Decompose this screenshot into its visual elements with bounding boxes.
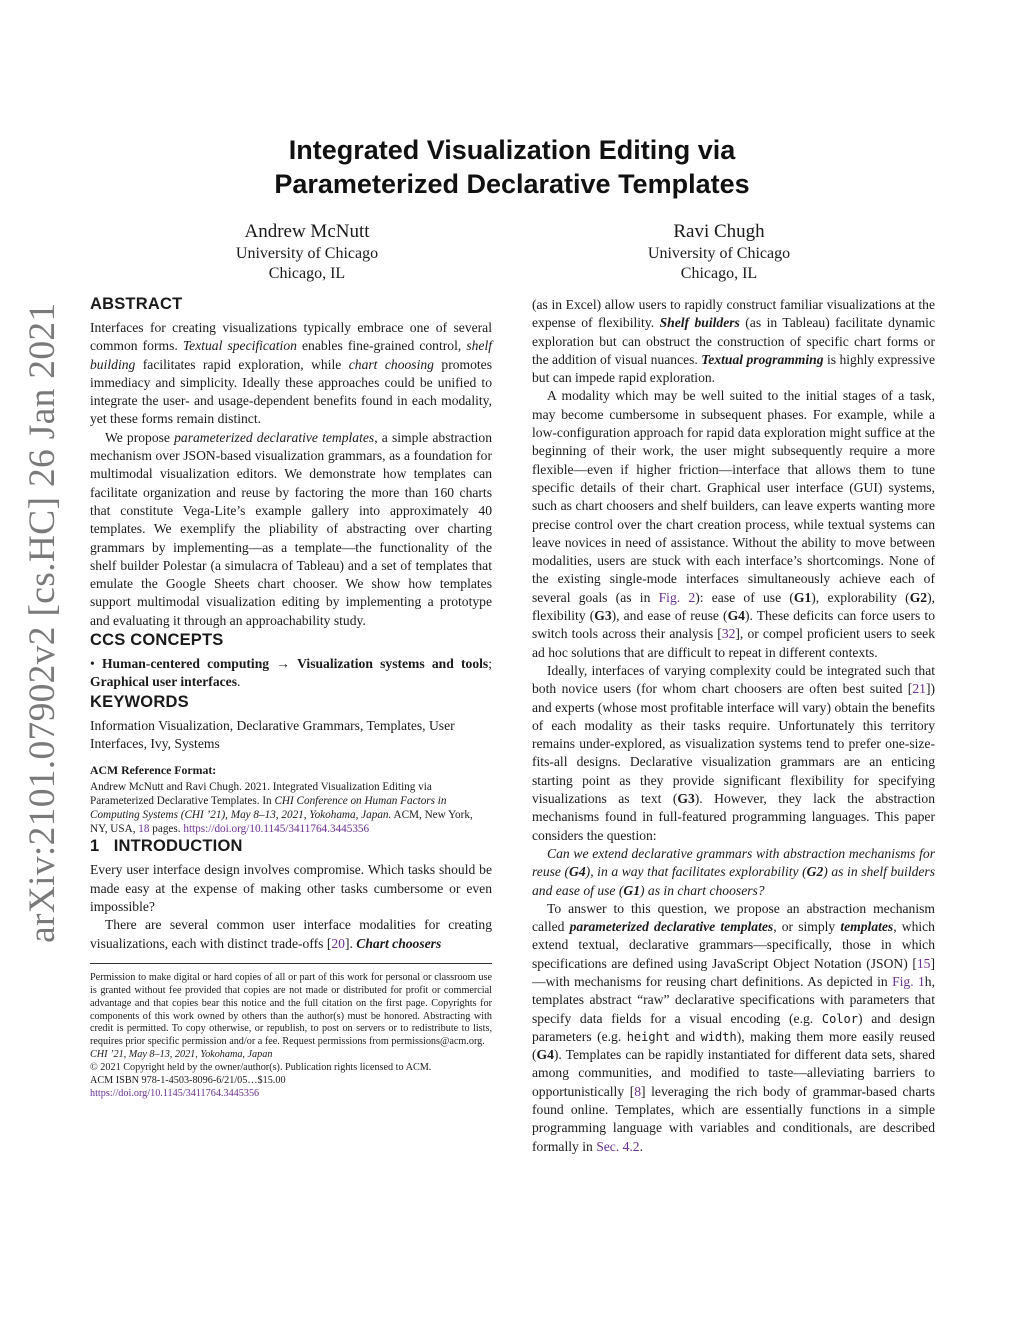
author-1 [157, 220, 457, 284]
citation-link[interactable]: 21 [912, 681, 926, 697]
acm-reference-heading: ACM Reference Format: [90, 763, 217, 778]
left-column [90, 294, 492, 1101]
author-name: Ravi Chugh [673, 221, 765, 242]
arxiv-id: arXiv:2101.07902v2 [cs.HC] 26 Jan 2021 [22, 302, 63, 943]
abstract-paragraph-2: We propose parameterized declarative templates, a simple abstraction mechanism over JSON-based visualization grammars, as a foundation for multimodal visualization editors. We demonstrate how templates can facilitate organization and reuse by factoring the more than 160 charts that constitute Vega-Lite’s example gallery into approximately 40 templates. We exemplify the pliability of abstracting over charting grammars by implementing—as a template—the functionality of the shelf builder Polestar (a simulacra of Tableau) and a set of templates that emulate the Google Sheets chart chooser. We show how templates support multimodal visualization editing by implementing a prototype and evaluating it through an approachability study. [90, 429, 492, 628]
footnote-doi-link[interactable]: https://doi.org/10.1145/3411764.3445356 [90, 1087, 260, 1099]
introduction-heading: 1 INTRODUCTION [90, 837, 243, 856]
pages-link[interactable]: 18 [138, 823, 150, 836]
research-question: Can we extend declarative grammars with abstraction mechanisms for reuse (G4), in a way that facilitates explorability (G2) as in shelf builders and ease of use (G1) as in chart choosers? [532, 845, 936, 898]
ccs-heading: CCS CONCEPTS [90, 631, 224, 650]
author-name: Andrew McNutt [244, 221, 370, 242]
citation-link[interactable]: 15 [916, 955, 931, 971]
paper-title: Integrated Visualization Editing via Parameterized Declarative Templates [274, 135, 750, 199]
section-link[interactable]: Sec. 4.2 [596, 1138, 640, 1154]
body-paragraph-3: Ideally, interfaces of varying complexity could be integrated such that both novice users (for whom chart choosers are often best suited [21]) and experts (whose most profitable interface will vary) obtain the benefits of each modality as their tasks require. Unfortunately this territory remains under-explored, as visualization systems tend to prefer one-size-fits-all designs. Declarative visualization grammars are an enticing starting point as they provide significant flexibility for specifying visualizations as text (G3). However, they lack the abstraction mechanisms found in full-featured programming languages. This paper considers the question: [532, 662, 935, 843]
permission-notice: Permission to make digital or hard copies of all or part of this work for personal or classroom use is granted without fee provided that copies are not made or distributed for profit or commercial advantage and that copies bear this notice and the full citation on the first page. Copyrights for components of this work owned by others than the author(s) must be honored. Abstracting with credit is permitted. To copy otherwise, or republish, to post on servers or to redistribute to lists, requires prior specific permission and/or a fee. Request permissions from permissions@acm.org. [90, 971, 492, 1048]
abstract-heading: ABSTRACT [90, 295, 183, 313]
citation-link[interactable]: 20 [331, 935, 345, 951]
footnote-rule [90, 963, 492, 964]
intro-paragraph-1: Every user interface design involves compromise. Which tasks should be made easy at the expense of making other tasks cumbersome or even impossible? [90, 862, 492, 914]
ccs-concepts: • Human-centered computing → Visualization systems and tools; Graphical user interfaces. [90, 656, 492, 690]
citation-link[interactable]: 32 [721, 626, 736, 642]
body-paragraph-1: (as in Excel) allow users to rapidly construct familiar visualizations at the expense of flexibility. Shelf builders (as in Tableau) facilitate dynamic exploration but can obstruct the construction of specific chart forms or the addition of visual nuances. Textual programming is highly expressive but can impede rapid exploration. [532, 297, 935, 386]
copyright-line: © 2021 Copyright held by the owner/author(s). Publication rights licensed to ACM. [90, 1062, 432, 1074]
keywords-text: Information Visualization, Declarative Grammars, Templates, User Interfaces, Ivy, Systems [90, 717, 455, 751]
keywords-heading: KEYWORDS [90, 692, 189, 711]
abstract-paragraph-1: Interfaces for creating visualizations typically embrace one of several common forms. Textual specification enables fine-grained control, shelf building facilitates rapid exploration, while chart choosing promotes immediacy and simplicity. Ideally these approaches could be unified to integrate the user- and usage-dependent benefits found in each modality, yet these forms remain distinct. [90, 320, 493, 427]
venue-line: CHI ’21, May 8–13, 2021, Yokohama, Japan [90, 1049, 273, 1061]
author-location: Chicago, IL [680, 265, 758, 282]
author-affiliation: University of Chicago [647, 245, 791, 262]
intro-paragraph-2: There are several common user interface modalities for creating visualizations, each with distinct trade-offs [20]. Chart choosers [90, 917, 492, 951]
citation-link[interactable]: 8 [634, 1083, 642, 1099]
isbn-line: ACM ISBN 978-1-4503-8096-6/21/05…$15.00 [90, 1075, 286, 1087]
doi-link[interactable]: https://doi.org/10.1145/3411764.3445356 [183, 823, 370, 836]
body-paragraph-4: To answer to this question, we propose an abstraction mechanism called parameterized declarative templates, or simply templates, which extend textual, declarative grammars—specifically, those in which specifications are defined using JavaScript Object Notation (JSON) [15]—with mechanisms for reusing chart definitions. As depicted in Fig. 1h, templates abstract “raw” declarative specifications with parameters that specify data fields for a visual encoding (e.g. Color) and design parameters (e.g. height and width), making them more easily reused (G4). Templates can be rapidly instantiated for different data sets, shared among communities, and modified to taste—alleviating barriers to opportunistically [8] leveraging the rich body of grammar-based charts found online. Templates, which are essentially functions in a simple programming language with variables and conditionals, are described formally in Sec. 4.2. [532, 900, 935, 1154]
body-paragraph-2: A modality which may be well suited to the initial stages of a task, may become cumbersome in subsequent phases. For example, while a low-configuration approach for rapid data exploration might suffice at the beginning of their work, the user might subsequently require a more flexible—even if higher friction—interface that allows them to tune specific details of their chart. Graphical user interface (GUI) systems, such as chart choosers and shelf builders, can leave experts wanting more precise control over the chart creation process, while textual systems can leave novices in need of assistance. Without the ability to move between modalities, users are stuck with each interface’s shortcomings. None of the existing single-mode interfaces simultaneously achieve each of several goals (as in Fig. 2): ease of use (G1), explorability (G2), flexibility (G3), and ease of reuse (G4). These deficits can force users to switch tools across their analysis [32], or compel proficient users to seek ad hoc solutions that are difficult to repeat in different contexts. [532, 388, 935, 660]
figure-link[interactable]: Fig. 2 [658, 589, 696, 605]
arxiv-stamp [15, 0, 75, 1325]
figure-link[interactable]: Fig. 1 [892, 973, 925, 989]
right-column [532, 296, 935, 1156]
author-location: Chicago, IL [268, 265, 346, 282]
author-2 [569, 220, 869, 284]
acm-reference-text: Andrew McNutt and Ravi Chugh. 2021. Integrated Visualization Editing via Parameterized Declarative Templates. In CHI Conference on Human Factors in Computing Systems (CHI ’21), May 8–13, 2021, Yokohama, Japan. ACM, New York, NY, USA, 18 pages. https://doi.org/10.1145/3411764.3445356 [90, 780, 473, 836]
copyright-footnote [90, 972, 492, 1101]
author-affiliation: University of Chicago [235, 245, 379, 262]
